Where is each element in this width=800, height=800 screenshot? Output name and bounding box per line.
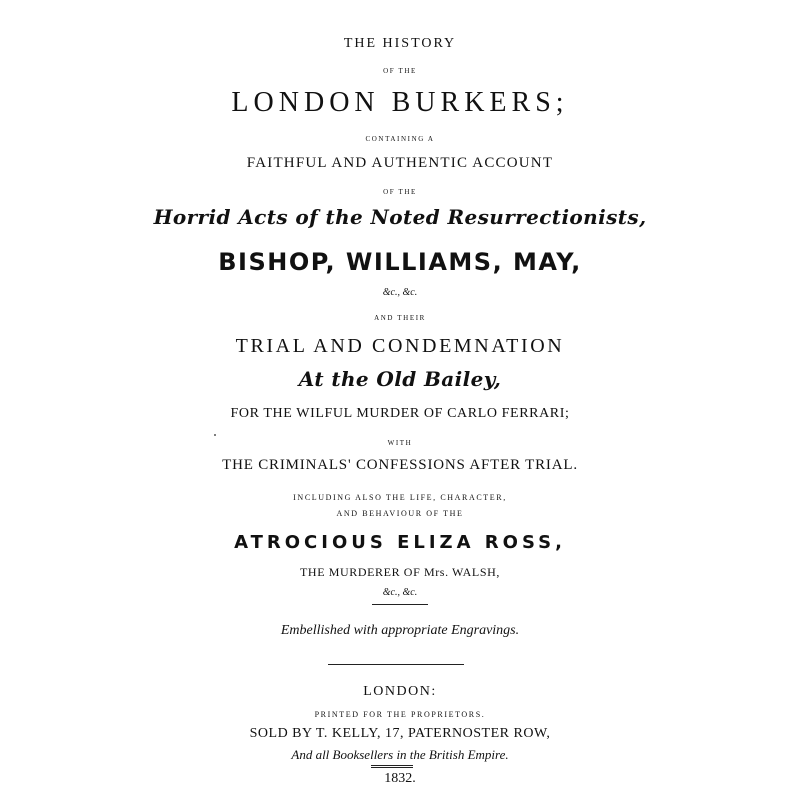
title-bishop-williams-may: BISHOP, WILLIAMS, MAY,	[218, 248, 582, 276]
title-etc-1: &c., &c.	[382, 287, 418, 298]
imprint-london: LONDON:	[363, 684, 437, 699]
title-etc-2: &c., &c.	[382, 587, 418, 598]
title-atrocious-eliza-ross: ATROCIOUS ELIZA ROSS,	[234, 532, 566, 553]
title-of-the-2: OF THE	[383, 188, 417, 196]
title-faithful-account: FAITHFUL AND AUTHENTIC ACCOUNT	[246, 155, 554, 171]
title-including-life: INCLUDING ALSO THE LIFE, CHARACTER,	[293, 493, 507, 502]
speck-mark	[214, 434, 216, 436]
title-and-their: AND THEIR	[374, 314, 426, 322]
title-containing: CONTAINING A	[365, 135, 435, 143]
title-of-the: OF THE	[383, 67, 417, 75]
title-with: WITH	[387, 439, 413, 447]
title-murderer-walsh: THE MURDERER OF Mrs. WALSH,	[300, 565, 500, 579]
imprint-year: 1832.	[384, 771, 416, 786]
imprint-booksellers: And all Booksellers in the British Empire.	[291, 747, 509, 762]
short-divider	[372, 604, 428, 605]
title-embellished: Embellished with appropriate Engravings.	[280, 623, 520, 638]
imprint-sold-by: SOLD BY T. KELLY, 17, PATERNOSTER ROW,	[249, 726, 551, 741]
title-trial-condemnation: TRIAL AND CONDEMNATION	[235, 335, 565, 357]
long-divider	[328, 664, 464, 665]
title-criminals-confessions: THE CRIMINALS' CONFESSIONS AFTER TRIAL.	[222, 457, 578, 473]
title-the-history: THE HISTORY	[343, 36, 457, 51]
title-wilful-murder: FOR THE WILFUL MURDER OF CARLO FERRARI;	[230, 406, 570, 421]
title-behaviour: AND BEHAVIOUR OF THE	[336, 509, 464, 518]
imprint-printed-for: PRINTED FOR THE PROPRIETORS.	[314, 710, 486, 719]
title-london-burkers: LONDON BURKERS;	[231, 87, 569, 118]
year-double-rule	[371, 765, 413, 768]
title-old-bailey: At the Old Bailey,	[298, 367, 502, 391]
title-horrid-acts: Horrid Acts of the Noted Resurrectionists,	[153, 205, 647, 229]
